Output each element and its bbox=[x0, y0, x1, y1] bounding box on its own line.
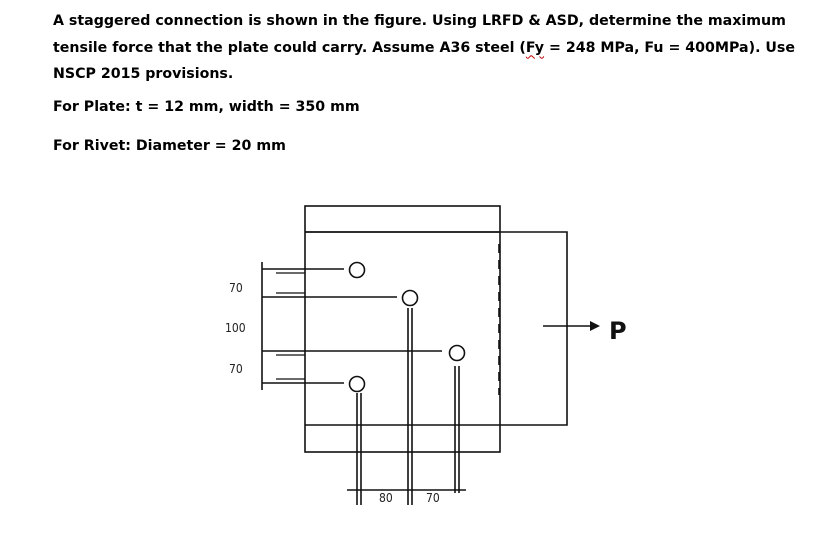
dim-left-2: 100 bbox=[225, 321, 246, 335]
dim-left-3: 70 bbox=[229, 362, 243, 376]
rivet-hole bbox=[450, 346, 465, 361]
problem-statement-text-end: = 248 MPa, Fu = 400MPa). Use NSCP 2015 provisions. bbox=[53, 39, 795, 82]
load-arrow-head bbox=[590, 321, 600, 331]
problem-statement-text: A staggered connection is shown in the figure. Using LRFD & ASD, determine the maximum tensile force that the plate could carry. Assume A36 steel ( bbox=[53, 13, 786, 56]
splice-plate-outline bbox=[305, 206, 500, 452]
dim-bottom-1: 80 bbox=[379, 491, 393, 505]
rivet-hole bbox=[403, 291, 418, 306]
dim-left-1: 70 bbox=[229, 281, 243, 295]
rivet-hole bbox=[350, 263, 365, 278]
rivet-properties: For Rivet: Diameter = 20 mm bbox=[53, 138, 286, 154]
rivet-hole bbox=[350, 377, 365, 392]
load-label: P bbox=[609, 317, 627, 345]
fy-spellcheck-word: Fy bbox=[525, 39, 545, 56]
main-plate-outline bbox=[305, 232, 567, 425]
plate-properties: For Plate: t = 12 mm, width = 350 mm bbox=[53, 99, 360, 115]
dim-bottom-2: 70 bbox=[426, 491, 440, 505]
